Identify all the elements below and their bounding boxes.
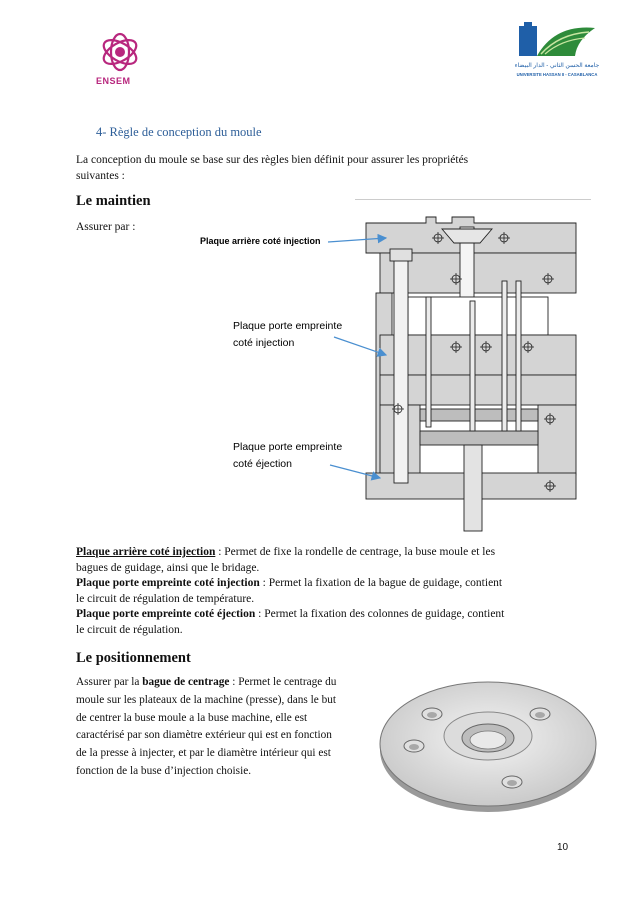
assurer-par: Assurer par : [76,221,136,233]
heading-positionnement: Le positionnement [76,650,191,666]
positionnement-line-3: de centrer la buse moule a la buse machine, elle est [76,711,308,724]
ensem-logo-text: ENSEM [96,76,131,86]
bague-de-centrage-term: bague de centrage [142,676,230,688]
positionnement-paragraph [76,674,372,781]
positionnement-post: : Permet le centrage du [229,676,337,688]
mold-assembly [366,217,576,531]
positionnement-pre: Assurer par la [76,676,143,688]
university-logo [515,20,600,82]
definition-2-line-2: le circuit de régulation de température. [76,592,255,605]
definition-1-text: : Permet de fixe la rondelle de centrage, la buse moule et les [215,546,496,558]
university-name-ar: جامعة الحسن الثاني - الدار البيضاء [515,63,600,69]
label-porte-empreinte-ejection-2: coté éjection [233,458,292,470]
label-porte-empreinte-ejection-1: Plaque porte empreinte [233,441,343,453]
definition-1-line-2: bagues de guidage, ainsi que le bridage. [76,561,260,574]
heading-maintien: Le maintien [76,193,151,209]
positionnement-line-6: fonction de la buse d’injection choisie. [76,764,252,777]
positionnement-line-5: de la presse à injecter, et par le diamètre intérieur qui est [76,747,331,760]
definition-3-line-1 [76,607,596,623]
divider [355,199,591,200]
label-porte-empreinte-injection-2: coté injection [233,337,295,349]
intro-paragraph [76,153,596,184]
definition-3-term: Plaque porte empreinte coté éjection [76,608,256,620]
definition-2-text: : Permet la fixation de la bague de guidage, contient [259,577,503,589]
label-plaque-arriere: Plaque arrière coté injection [200,236,321,246]
definition-3-text: : Permet la fixation des colonnes de guidage, contient [255,608,505,620]
positionnement-line-1 [76,674,372,692]
arrow-porte-empreinte-ejection [330,465,380,478]
intro-line-2: suivantes : [76,169,125,182]
definition-3-line-2: le circuit de régulation. [76,623,183,636]
centering-ring-image [372,660,600,820]
label-porte-empreinte-injection-1: Plaque porte empreinte [233,320,343,332]
definition-2-line-1 [76,576,596,592]
intro-line-1: La conception du moule se base sur des règles bien définit pour assurer les propriétés [76,154,469,166]
definition-1-line-1 [76,545,596,561]
university-name-fr: UNIVERSITE HASSAN II - CASABLANCA [516,72,598,77]
positionnement-line-4: caractérisé par son diamètre extérieur qui est en fonction [76,729,332,742]
maintien-definitions [76,545,596,638]
definition-2-term: Plaque porte empreinte coté injection [76,577,260,589]
section-title: 4- Règle de conception du moule [96,125,262,139]
mold-diagram [180,205,600,540]
definition-1-term: Plaque arrière coté injection [76,546,216,558]
page-number: 10 [557,842,569,853]
positionnement-line-2: moule sur les plateaux de la machine (presse), dans le but [76,693,337,706]
